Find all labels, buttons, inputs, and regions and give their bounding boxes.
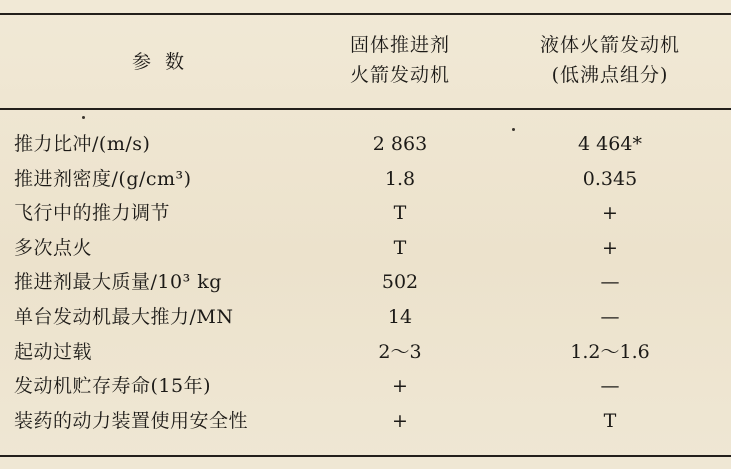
solid-value-cell: 14 — [387, 305, 413, 328]
solid-value-cell: 1.8 — [384, 167, 416, 190]
header-solid-propellant — [315, 30, 485, 90]
liquid-value-cell: 0.345 — [582, 167, 638, 190]
solid-value-cell: T — [393, 202, 407, 225]
table-row — [0, 129, 731, 164]
solid-value-cell: 2 863 — [372, 133, 428, 155]
param-cell: 推进剂密度/(g/cm³) — [14, 167, 192, 190]
param-cell: 多次点火 — [14, 236, 93, 259]
liquid-value-cell: + — [602, 202, 618, 225]
liquid-value-cell: + — [602, 236, 618, 259]
liquid-value-cell: T — [603, 409, 617, 432]
param-cell: 推进剂最大质量/10³ kg — [14, 271, 222, 294]
table-row — [0, 233, 731, 268]
table-row — [0, 371, 731, 406]
table-row — [0, 267, 731, 302]
header-solid-line1: 固体推进剂 — [349, 34, 450, 56]
table-body — [0, 129, 731, 440]
header-liquid-line2: (低沸点组分) — [551, 64, 669, 86]
liquid-value-cell: 1.2～1.6 — [570, 340, 650, 363]
solid-value-cell: + — [392, 375, 408, 398]
liquid-value-cell: — — [600, 271, 620, 294]
solid-value-cell: + — [392, 409, 408, 432]
table-row — [0, 164, 731, 199]
liquid-value-cell: — — [600, 375, 620, 398]
param-cell: 飞行中的推力调节 — [14, 202, 171, 225]
table-row — [0, 406, 731, 441]
solid-value-cell: T — [393, 236, 407, 259]
table-bottom-rule — [0, 455, 731, 457]
header-solid-line2: 火箭发动机 — [349, 64, 450, 86]
solid-value-cell: 502 — [381, 271, 419, 294]
solid-value-cell: 2～3 — [378, 340, 422, 363]
param-cell: 起动过载 — [14, 340, 93, 363]
table-row — [0, 337, 731, 372]
table-header-rule — [0, 108, 731, 110]
param-cell: 装药的动力装置使用安全性 — [14, 409, 249, 432]
liquid-value-cell: — — [600, 305, 620, 328]
param-cell: 发动机贮存寿命(15年) — [14, 375, 212, 398]
param-cell: 单台发动机最大推力/MN — [14, 305, 234, 328]
header-liquid-engine — [510, 30, 710, 90]
print-speck — [82, 116, 85, 119]
param-cell: 推力比冲/(m/s) — [14, 133, 151, 155]
table-row — [0, 198, 731, 233]
header-liquid-line1: 液体火箭发动机 — [539, 34, 680, 56]
table-row — [0, 302, 731, 337]
table-top-rule — [0, 13, 731, 15]
liquid-value-cell: 4 464* — [578, 133, 642, 155]
header-parameter: 参数 — [131, 51, 198, 73]
